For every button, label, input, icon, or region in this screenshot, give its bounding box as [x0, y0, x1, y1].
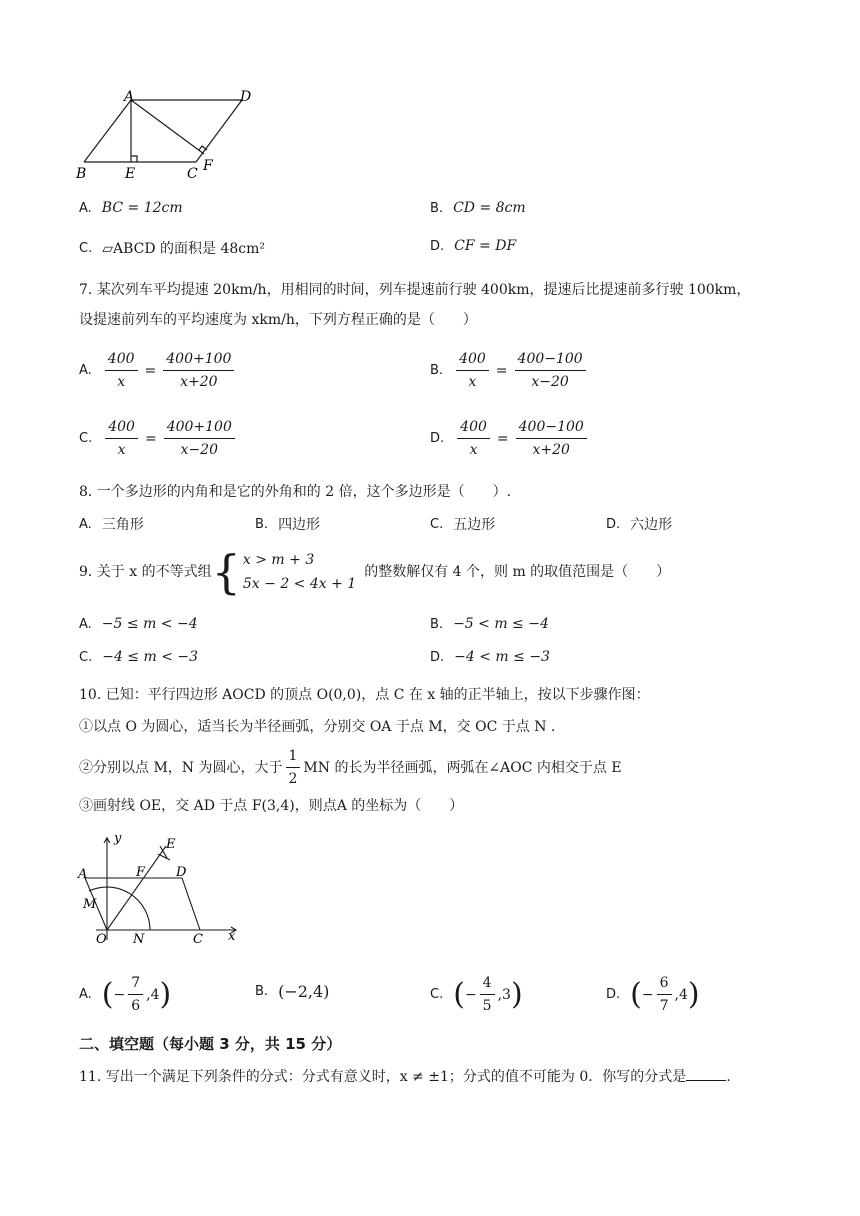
q8-option-d[interactable]: D. 六边形 — [606, 516, 673, 533]
label-F: F — [203, 158, 213, 174]
label-B: B — [76, 166, 87, 182]
q10-option-d[interactable]: D. ( − $\frac{6}{7}$ ,4 ) — [606, 975, 700, 1014]
q10-step2: ②分别以点 M，N 为圆心，大于 $\frac{1}{2}$ MN 的长为半径画弧，两弧在∠AOC 内相交于点 E — [79, 748, 622, 787]
fraction: $\frac{400}{x}$ — [456, 350, 489, 391]
label-O: O — [96, 932, 107, 947]
fraction: $\frac{400}{x}$ — [105, 418, 138, 459]
fraction: $\frac{4}{5}$ — [480, 974, 495, 1015]
answer-blank[interactable] — [686, 1068, 726, 1081]
q6-option-b[interactable]: B. CD = 8cm — [430, 200, 526, 216]
fraction: $\frac{400+100}{x-20}$ — [164, 418, 235, 459]
q9-option-c[interactable]: C. −4 ≤ m < −3 — [79, 649, 199, 665]
fraction: $\frac{7}{6}$ — [128, 974, 143, 1015]
fraction: $\frac{400-100}{x-20}$ — [515, 350, 586, 391]
fraction: $\frac{1}{2}$ — [286, 747, 301, 788]
q10-option-a[interactable]: A. ( − $\frac{7}{6}$ ,4 ) — [79, 975, 172, 1014]
q7-option-c[interactable]: C. $\frac{400}{x}$ = $\frac{400+100}{x-20}$ — [79, 418, 238, 459]
label-F: F — [136, 865, 146, 880]
section-heading: 二、填空题（每小题 3 分，共 15 分） — [79, 1035, 342, 1053]
fraction: $\frac{400}{x}$ — [105, 350, 138, 391]
fraction: $\frac{400-100}{x+20}$ — [516, 418, 587, 459]
q10-step1: ①以点 O 为圆心，适当长为半径画弧，分别交 OA 于点 M，交 OC 于点 N . — [79, 719, 556, 735]
q7-stem-line2: 设提速前列车的平均速度为 xkm/h，下列方程正确的是（ ） — [79, 312, 477, 328]
q9-option-a[interactable]: A. −5 ≤ m < −4 — [79, 616, 198, 632]
q7-option-b[interactable]: B. $\frac{400}{x}$ = $\frac{400-100}{x-20}$ — [430, 350, 589, 391]
q10-stem-line1: 10. 已知：平行四边形 AOCD 的顶点 O(0,0)，点 C 在 x 轴的正半轴上，按以下步骤作图： — [79, 687, 650, 703]
q7-option-d[interactable]: D. $\frac{400}{x}$ = $\frac{400-100}{x+20}$ — [430, 418, 590, 459]
fraction: $\frac{400}{x}$ — [457, 418, 490, 459]
label-E: E — [166, 837, 176, 852]
q9-option-b[interactable]: B. −5 < m ≤ −4 — [430, 616, 549, 632]
label-D: D — [176, 865, 187, 880]
q9-option-d[interactable]: D. −4 < m ≤ −3 — [430, 649, 550, 665]
label-C: C — [187, 166, 198, 182]
q6-option-c[interactable]: C. ▱ABCD 的面积是 48cm² — [79, 240, 266, 257]
fraction: $\frac{400+100}{x+20}$ — [163, 350, 234, 391]
label-x: x — [228, 929, 236, 944]
q8-option-b[interactable]: B. 四边形 — [255, 516, 321, 533]
q11-stem: 11. 写出一个满足下列条件的分式：分式有意义时，x ≠ ±1；分式的值不可能为 0．你写的分式是 . — [79, 1069, 731, 1085]
q10-step3: ③画射线 OE，交 AD 于点 F(3,4)，则点A 的坐标为（ ） — [79, 798, 464, 814]
q7-stem-line1: 7. 某次列车平均提速 20km/h，用相同的时间，列车提速前行驶 400km，提速后比提速前多行驶 100km， — [79, 282, 751, 298]
q6-option-d[interactable]: D. CF = DF — [430, 238, 517, 254]
parallelogram-figure — [70, 88, 270, 188]
label-y: y — [114, 831, 122, 846]
label-E: E — [125, 166, 136, 182]
q8-option-c[interactable]: C. 五边形 — [430, 516, 496, 533]
q10-option-b[interactable]: B. (−2,4) — [255, 982, 330, 1001]
label-D: D — [240, 89, 252, 105]
label-A: A — [124, 89, 135, 105]
coordinate-construction-figure — [76, 828, 246, 948]
label-A: A — [78, 867, 88, 882]
q7-option-a[interactable]: A. $\frac{400}{x}$ = $\frac{400+100}{x+20}$ — [79, 350, 237, 391]
label-M: M — [83, 897, 97, 912]
q8-option-a[interactable]: A. 三角形 — [79, 516, 144, 533]
q6-option-a[interactable]: A. BC = 12cm — [79, 200, 183, 216]
brace: { — [211, 545, 241, 599]
q9-stem: 9. 关于 x 的不等式组 { x > m + 3 5x − 2 < 4x + 1 的整数解仅有 4 个，则 m 的取值范围是（ ） — [79, 545, 671, 599]
q8-stem: 8. 一个多边形的内角和是它的外角和的 2 倍，这个多边形是（ ）. — [79, 484, 512, 500]
label-C: C — [193, 932, 203, 947]
label-N: N — [133, 932, 145, 947]
fraction: $\frac{6}{7}$ — [657, 974, 672, 1015]
q10-option-c[interactable]: C. ( − $\frac{4}{5}$ ,3 ) — [430, 975, 523, 1014]
